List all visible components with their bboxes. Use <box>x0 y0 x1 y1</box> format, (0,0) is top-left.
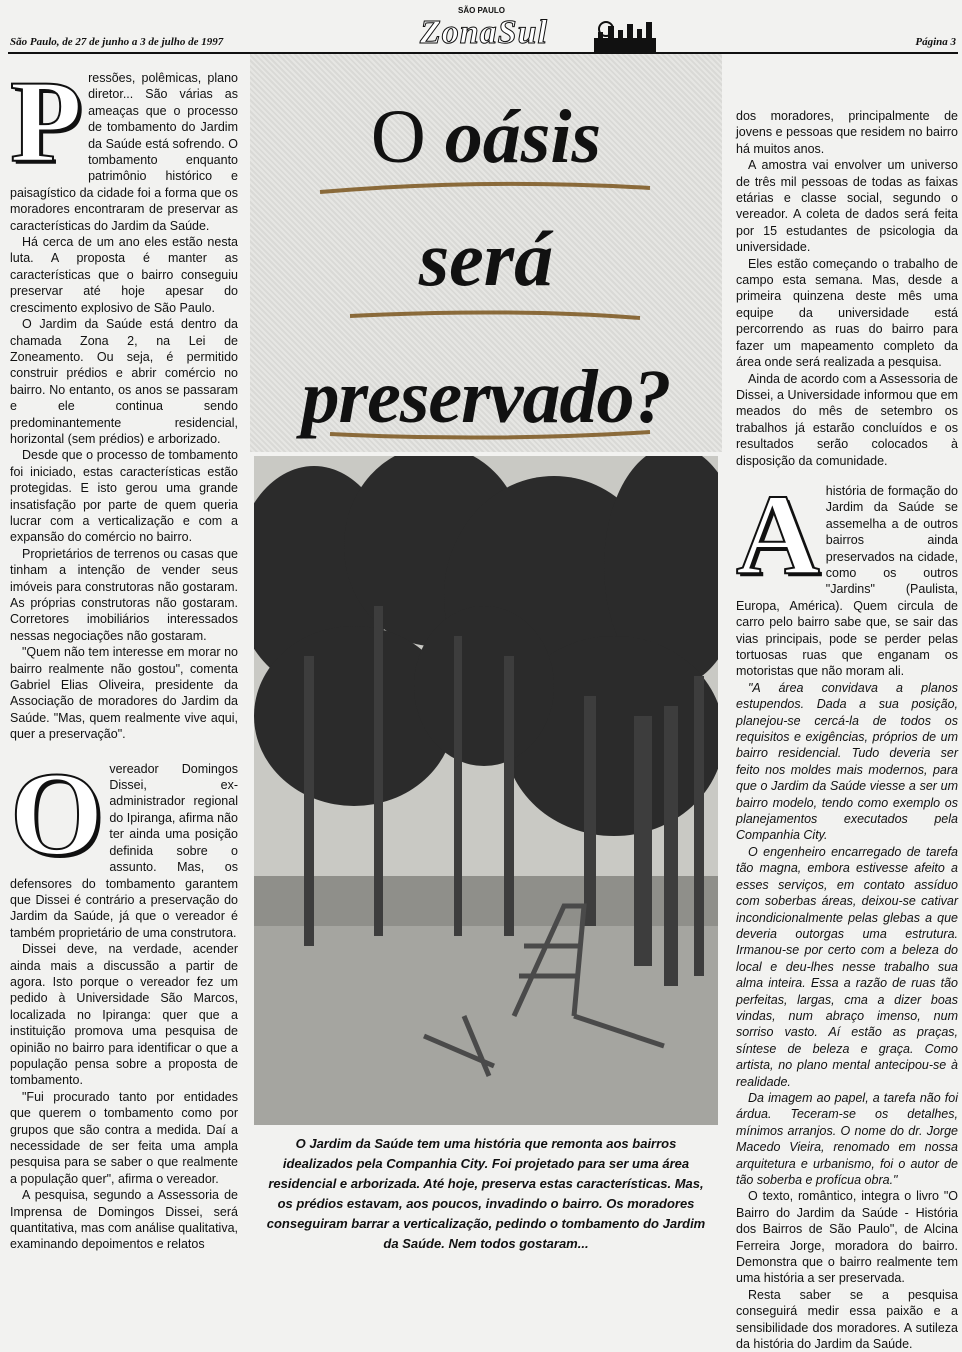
paragraph: O texto, romântico, integra o livro "O Bairro do Jardim da Saúde - História dos Bairros de São Paulo", de Alcina Ferreira Jorge, moradora do bairro. Demonstra que o bairro realmente tem uma história a ser preservada. <box>736 1189 958 1286</box>
photo-caption: O Jardim da Saúde tem uma história que remonta aos bairros idealizados pela Companhia City. Foi projetado para ser uma área residencial e arborizada. Até hoje, preserva estas características. Mas, os prédios estavam, aos poucos, invadindo o bairro. Os moradores conseguiram barrar a verticalização, pedindo o tombamento do Jardim da Saúde. Nem todos gostaram... <box>266 1136 706 1251</box>
page-number: Página 3 <box>915 36 956 48</box>
headline-line-2: será <box>418 215 554 302</box>
article-column-right <box>736 108 958 1352</box>
masthead <box>418 6 658 52</box>
paragraph: "Quem não tem interesse em morar no bairro realmente não gostou", comenta Gabriel Elias Oliveira, presidente da Associação de moradores do Jardim da Saúde. "Mas, quem realmente vive aqui, quer a preservação". <box>10 645 238 742</box>
paragraph: ressões, polêmicas, plano diretor... São várias as ameaças que o processo de tombamento do Jardim da Saúde está sofrendo. O tombamento enquanto patrimônio histórico e paisagístico da cidade foi a forma que os moradores encontraram de preservar as características do Jardim da Saúde. <box>10 71 238 233</box>
skyline-logo-icon <box>594 20 656 54</box>
park-photo-image <box>254 456 718 1125</box>
quote-paragraph: "A área convidava a planos estupendos. Dada a sua posição, planejou-se cercá-la de todos os requisitos e exigências, próprios de um bairro residencial. Tudo deveria ser feito nos moldes mais modernos, para que o Jardim da Saúde viesse a ser um bairro modelo, tendo como exemplo os planejamentos executados pela Companhia City. <box>736 680 958 843</box>
quote-paragraph: Da imagem ao papel, a tarefa não foi árdua. Teceram-se os detalhes, mínimos arranjos. O nome do dr. Jorge Macedo Vieira, renomado em nossa arquitetura e urbanismo, foi o autor de tão soberba e profícua obra." <box>736 1090 958 1187</box>
paragraph: vereador Domingos Dissei, ex-administrador regional do Ipiranga, afirma não ter ainda uma posição definida sobre o assunto. Mas, os defensores do tombamento garantem que Dissei é contrário a preservação do Jardim da Saúde, já que o vereador é também proprietário de uma construtora. <box>10 761 238 940</box>
drop-cap-p: P <box>10 56 83 187</box>
drop-cap-o: O <box>10 746 104 880</box>
paragraph: Dissei deve, na verdade, acender ainda mais a discussão a partir de agora. Isto porque o vereador fez um pedido à Universidade São Marcos, localizada no Ipiranga: quer que a instituição promova uma pesquisa de opinião no bairro para identificar o que a população pensa sobre a proposta de tombamento. <box>10 942 238 1088</box>
paragraph: O Jardim da Saúde está dentro da chamada Zona 2, na Lei de Zoneamento. Ou seja, é permitido construir prédios e abrir comércio no bairro. No entanto, os anos se passaram e ele continua sendo predominantemente residencial, horizontal (sem prédios) e arborizado. <box>10 317 238 446</box>
park-photo <box>254 456 718 1125</box>
paragraph: dos moradores, principalmente de jovens e pessoas que residem no bairro há muitos anos. <box>736 109 958 156</box>
headline-swash <box>310 306 660 324</box>
paragraph: Proprietários de terrenos ou casas que tinham a intenção de vender seus imóveis para construtoras não gostaram. As próprias construtoras não gostaram. Corretores imobiliários interessados nessas negociações não gostaram. <box>10 546 238 643</box>
headline-box <box>250 54 722 452</box>
headline-line-3: preservado? <box>301 355 671 439</box>
headline-swash <box>310 180 660 198</box>
paragraph: história de formação do Jardim da Saúde se assemelha a de outros bairros ainda preservados na cidade, como os outros "Jardins" (Paulista, Europa, América). Quem circula de carro pelo bairro sabe que, se sair das vias principais, pode se perder pelas tortuosas ruas que enganam os motoristas que não moram ali. <box>736 483 958 679</box>
article-column-left <box>10 56 238 1253</box>
paragraph: Desde que o processo de tombamento foi iniciado, estas características estão protegidas. E isto gerou uma grande insatisfação por parte de quem queria lucrar com a verticalização e com a expansão do comércio no bairro. <box>10 448 238 545</box>
headline-word: O <box>370 95 445 179</box>
masthead-title: ZonaSul <box>420 14 548 51</box>
paragraph: A amostra vai envolver um universo de três mil pessoas de todas as faixas etárias e classe social, segundo o vereador. A coleta de dados será feita por 15 estudantes de psicologia da universidade. <box>736 158 958 255</box>
paragraph: A pesquisa, segundo a Assessoria de Imprensa de Domingos Dissei, será quantitativa, mas com análise qualitativa, examinando depoimentos e relatos <box>10 1188 238 1252</box>
issue-date: São Paulo, de 27 de junho a 3 de julho de 1997 <box>10 36 224 48</box>
paragraph: "Fui procurado tanto por entidades que querem o tombamento como por grupos que são contra a medida. Daí a necessidade de ser feita uma ampla pesquisa para se saber o que realmente a população quer", afirma o vereador. <box>10 1089 238 1186</box>
drop-cap-a: A <box>736 470 820 599</box>
paragraph: Eles estão começando o trabalho de campo esta semana. Mas, desde a primeira quinzena deste mês uma equipe da universidade está percorrendo as ruas do bairro para fazer um mapeamento completo da área onde será realizada a pesquisa. <box>736 256 958 370</box>
headline-swash <box>310 426 660 444</box>
masthead-city: SÃO PAULO <box>458 6 505 15</box>
headline-word: oásis <box>444 95 602 179</box>
paragraph: Há cerca de um ano eles estão nesta luta. A proposta é manter as características que o bairro conseguiu preservar até hoje apesar do crescimento explosivo de São Paulo. <box>10 235 238 315</box>
quote-paragraph: O engenheiro encarregado de tarefa tão magna, embora estivesse afeito a esses serviços, em contato assíduo com soberbas áreas, deixou-se cativar incondicionalmente pelas glebas a que deveria outorgas uma estrutura. Irmanou-se por certo com a beleza do local e deu-lhes nesse trabalho sua alma inteira. Essa a razão de ruas tão perfeitas, largas, cma a dizer boas vindas, num abraço imenso, num sorriso vasto. Aí estão as praças, síntese de beleza e graça. Como artista, no plano mental antecipou-se à realidade. <box>736 844 958 1089</box>
paragraph: Resta saber se a pesquisa conseguirá medir essa paixão e a sensibilidade dos moradores. A sutileza da história do Jardim da Saúde. <box>736 1287 958 1352</box>
photo-caption-box <box>254 1128 718 1262</box>
headline-line-1 <box>250 94 722 181</box>
paragraph: Ainda de acordo com a Assessoria de Dissei, a Universidade informou que em meados do mês de setembro os trabalhos já estarão concluídos e os resultados serão colocados à disposição da comunidade. <box>736 371 958 468</box>
